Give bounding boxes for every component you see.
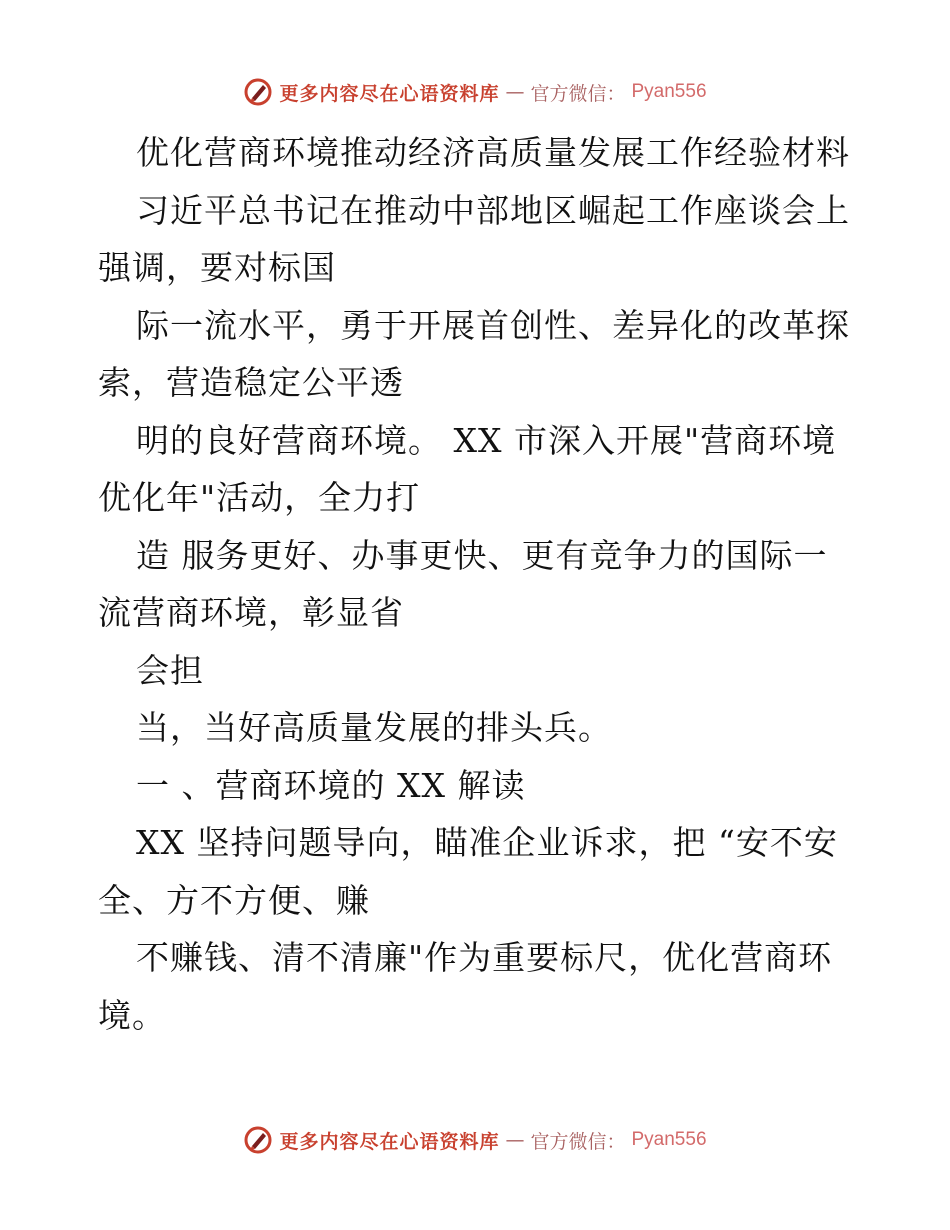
watermark-wechat-label: 官方微信：: [530, 82, 626, 105]
paragraph-line: 际一流水平，勇于开展首创性、差异化的改革探: [136, 305, 850, 345]
footer-watermark: [0, 1120, 950, 1160]
paragraph-line: 索，营造稳定公平透: [98, 363, 404, 402]
paragraph-line: 习近平总书记在推动中部地区崛起工作座谈会上: [136, 190, 850, 230]
watermark-dash: —: [505, 1129, 525, 1151]
paragraph-line: 境。: [98, 995, 166, 1035]
document-body: [98, 124, 858, 1044]
paragraph-line: 造 服务更好、办事更快、更有竞争力的国际一: [136, 535, 828, 575]
watermark-title: 更多内容尽在心语资料库: [279, 1130, 500, 1153]
paragraph-line: 流营商环境，彰显省: [98, 593, 404, 632]
pen-logo-icon: [243, 77, 273, 107]
pen-logo-icon: [243, 1125, 273, 1155]
paragraph-line: 全、方不方便、赚: [98, 880, 370, 920]
watermark-wechat-id: Pyan556: [631, 1129, 707, 1150]
paragraph-line: XX 坚持问题导向，瞄准企业诉求，把 “安不安: [136, 823, 838, 862]
paragraph-line: 明的良好营商环境。 XX 市深入开展"营商环境: [136, 420, 837, 460]
paragraph-line: 优化年"活动，全力打: [98, 478, 421, 517]
watermark-title: 更多内容尽在心语资料库: [279, 82, 500, 105]
paragraph-line: 不赚钱、清不清廉"作为重要标尺，优化营商环: [136, 938, 833, 977]
watermark-wechat-label: 官方微信：: [530, 1130, 626, 1153]
document-title: 优化营商环境推动经济高质量发展工作经验材料: [136, 133, 850, 172]
watermark-wechat-id: Pyan556: [631, 81, 707, 102]
header-watermark: [0, 72, 950, 112]
paragraph-line: 强调，要对标国: [98, 248, 336, 287]
paragraph-line: 当，当好高质量发展的排头兵。: [136, 708, 612, 747]
paragraph-line: 会担: [136, 650, 204, 690]
section-heading: 一 、营商环境的 XX 解读: [136, 765, 526, 805]
watermark-dash: —: [505, 81, 525, 103]
